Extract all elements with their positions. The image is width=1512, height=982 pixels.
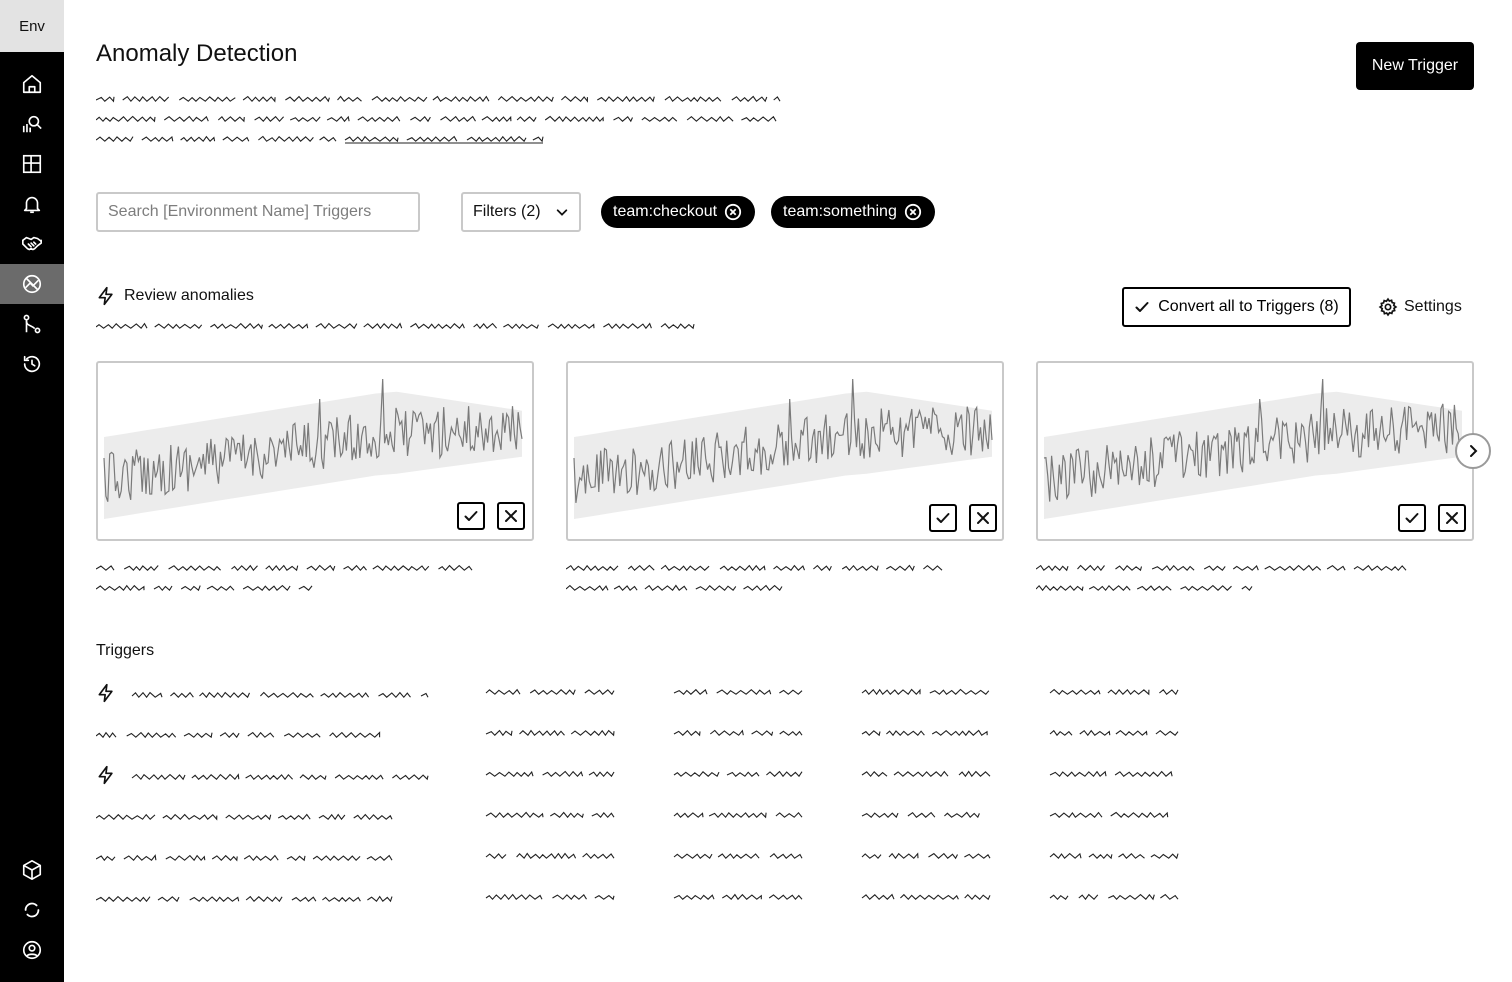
user-circle-icon [21, 939, 43, 961]
placeholder-text [96, 324, 694, 329]
triggers-title: Triggers [96, 642, 155, 659]
trigger-row[interactable] [96, 895, 1178, 902]
placeholder-text [96, 566, 472, 571]
anomaly-card[interactable] [96, 361, 534, 541]
filters-label: Filters (2) [473, 203, 541, 220]
check-icon [1404, 510, 1420, 526]
trigger-cell [862, 731, 987, 736]
placeholder-text [96, 137, 336, 142]
trigger-cell [862, 690, 989, 695]
trigger-cell [1050, 854, 1178, 859]
trigger-cell [862, 813, 979, 818]
triggers-table [96, 680, 1196, 920]
trigger-cell [674, 772, 802, 777]
close-icon [1444, 510, 1460, 526]
check-icon [1134, 299, 1150, 315]
placeholder-text [96, 586, 312, 591]
trigger-cell [1050, 690, 1178, 695]
filter-chip-label: team:something [783, 203, 897, 220]
dismiss-button[interactable] [497, 502, 525, 530]
anomaly-icon [21, 273, 43, 295]
git-branch-icon [21, 313, 43, 335]
placeholder-text [566, 586, 782, 591]
trigger-cell [486, 772, 614, 777]
search-input[interactable] [96, 192, 420, 232]
page-title: Anomaly Detection [96, 40, 298, 67]
trigger-cell [674, 690, 802, 695]
trigger-cell [1050, 772, 1172, 777]
check-icon [935, 510, 951, 526]
next-cards-button[interactable] [1455, 433, 1491, 469]
trigger-name [96, 733, 380, 738]
anomaly-card-caption [96, 560, 476, 596]
sidebar-item-workflows[interactable] [0, 304, 64, 344]
trigger-cell [674, 895, 802, 900]
trigger-row[interactable] [132, 772, 1172, 780]
search-chart-icon [21, 113, 43, 135]
expected-range-band [104, 392, 522, 519]
trigger-cell [1050, 813, 1168, 818]
sidebar-item-integrations[interactable] [0, 224, 64, 264]
trigger-cell [486, 895, 614, 900]
trigger-cell [674, 731, 802, 736]
trigger-cell [862, 895, 990, 900]
sidebar-item-packages[interactable] [0, 850, 64, 890]
gear-icon [1378, 297, 1398, 317]
description-text [96, 97, 780, 102]
filter-chip-label: team:checkout [613, 203, 718, 220]
placeholder-text [1036, 586, 1252, 591]
history-icon [21, 353, 43, 375]
filter-chip[interactable] [601, 196, 755, 228]
environment-label: Env [19, 17, 45, 35]
chevron-down-icon [555, 205, 569, 219]
trigger-name [96, 856, 392, 861]
close-icon [975, 510, 991, 526]
trigger-cell [674, 813, 802, 818]
sidebar [0, 0, 64, 982]
trigger-cell [486, 690, 614, 695]
refresh-icon [21, 899, 43, 921]
trigger-name [132, 775, 428, 780]
check-icon [463, 508, 479, 524]
sidebar-item-explore[interactable] [0, 104, 64, 144]
bell-icon [21, 193, 43, 215]
cube-icon [21, 859, 43, 881]
review-anomalies-heading [96, 286, 254, 306]
grid-icon [21, 153, 43, 175]
trigger-name [132, 693, 428, 698]
trigger-cell [1050, 895, 1178, 900]
lightning-icon [96, 286, 116, 306]
accept-button[interactable] [929, 504, 957, 532]
accept-button[interactable] [1398, 504, 1426, 532]
description-link [345, 137, 543, 143]
convert-all-button[interactable] [1122, 287, 1351, 327]
close-circle-icon[interactable] [724, 203, 742, 221]
trigger-name [96, 815, 392, 820]
trigger-cell [674, 854, 802, 858]
description-text [96, 97, 780, 102]
trigger-cell [862, 772, 990, 777]
trigger-cell [486, 731, 614, 736]
settings-label: Settings [1404, 298, 1462, 315]
description-link [345, 137, 543, 142]
placeholder-text [1036, 566, 1406, 571]
sidebar-item-home[interactable] [0, 64, 64, 104]
accept-button[interactable] [457, 502, 485, 530]
environment-switcher[interactable] [0, 0, 64, 52]
trigger-row[interactable] [96, 813, 1168, 820]
sidebar-item-account[interactable] [0, 930, 64, 970]
trigger-name [96, 897, 392, 902]
review-description [96, 318, 696, 334]
review-anomalies-title: Review anomalies [124, 287, 254, 304]
close-icon [503, 508, 519, 524]
convert-all-label: Convert all to Triggers (8) [1158, 298, 1339, 315]
dismiss-button[interactable] [1438, 504, 1466, 532]
sidebar-item-anomaly-detection[interactable] [0, 264, 64, 304]
close-circle-icon[interactable] [904, 203, 922, 221]
trigger-row[interactable] [96, 854, 1178, 861]
trigger-cell [486, 813, 614, 818]
sidebar-item-history[interactable] [0, 344, 64, 384]
trigger-row[interactable] [96, 731, 1178, 738]
home-icon [21, 73, 43, 95]
sidebar-item-alerts[interactable] [0, 184, 64, 224]
trigger-row[interactable] [132, 690, 1178, 698]
trigger-cell [862, 854, 990, 859]
new-trigger-button[interactable]: New Trigger [1356, 42, 1474, 90]
placeholder-text [96, 117, 776, 122]
placeholder-text [566, 566, 942, 571]
dismiss-button[interactable] [969, 504, 997, 532]
sidebar-item-sync[interactable] [0, 890, 64, 930]
anomaly-card[interactable] [566, 361, 1004, 541]
filter-chip[interactable] [771, 196, 935, 228]
anomaly-card-caption [1036, 560, 1416, 596]
sidebar-item-boards[interactable] [0, 144, 64, 184]
anomaly-card[interactable] [1036, 361, 1474, 541]
chevron-right-icon [1465, 443, 1481, 459]
trigger-cell [486, 854, 614, 859]
filters-dropdown[interactable] [461, 192, 581, 232]
anomaly-card-caption [566, 560, 946, 596]
page-description [96, 92, 786, 148]
handshake-icon [21, 233, 43, 255]
trigger-cell [1050, 731, 1178, 736]
settings-button[interactable] [1378, 293, 1462, 321]
